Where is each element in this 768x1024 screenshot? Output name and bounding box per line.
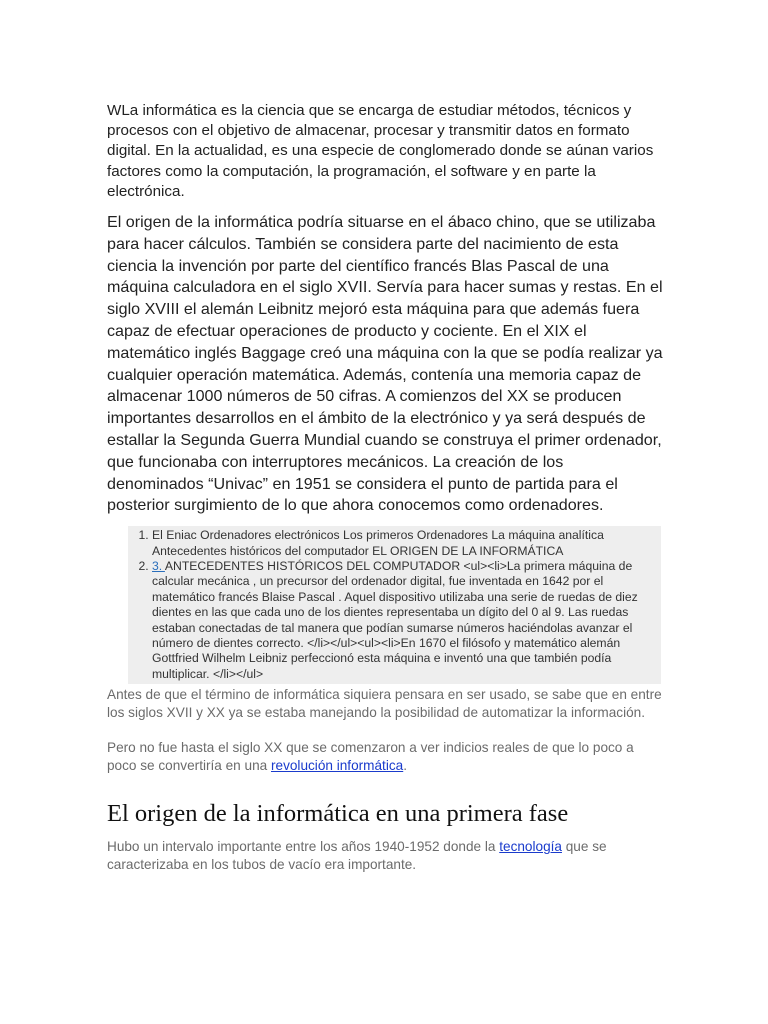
- list-item-link[interactable]: 3.: [152, 558, 165, 573]
- tecnologia-link[interactable]: tecnología: [499, 839, 562, 855]
- list-item: [152, 528, 659, 559]
- list-item-text: El Eniac Ordenadores electrónicos Los primeros Ordenadores La máquina analítica Antecedentes históricos del computador EL ORIGEN DE LA INFORMÁTICA: [152, 528, 604, 558]
- numbered-list: [128, 528, 661, 682]
- hubo-text: Hubo un intervalo importante entre los años 1940-1952 donde la: [107, 839, 500, 855]
- list-item: [152, 559, 659, 682]
- intro-paragraph: WLa informática es la ciencia que se encarga de estudiar métodos, técnicos y procesos con el objetivo de almacenar, procesar y transmitir datos en formato digital. En la actualidad, es una especie de conglomerado donde se aúnan varios factores como la computación, la programación, el software y en parte la electrónica.: [107, 102, 654, 200]
- pero-text: Pero no fue hasta el siglo XX que se comenzaron a ver indicios reales de que lo poco a poco se convertiría en una: [107, 739, 634, 773]
- pero-paragraph: [107, 739, 663, 775]
- hubo-end: que se caracterizaba en los tubos de vacío era importante.: [107, 839, 607, 873]
- hubo-paragraph: [107, 838, 663, 874]
- list-item-text: ANTECEDENTES HISTÓRICOS DEL COMPUTADOR <ul><li>La primera máquina de calcular mecánica , un precursor del ordenador digital, fue inventada en 1642 por el matemático francés Blaise Pascal . Aquel dispositivo utilizaba una serie de ruedas de diez dientes en las que cada uno de los dientes representaba un dígito del 0 al 9. Las ruedas estaban conectadas de tal manera que podían sumarse números haciéndolas avanzar el número de dientes correcto. </li></ul><ul><li>En 1670 el filósofo y matemático alemán Gottfried Wilhelm Leibniz perfeccionó esta máquina e inventó una que también podía multiplicar. </li></ul>: [152, 558, 638, 681]
- quoted-list-block: [128, 526, 661, 684]
- antes-paragraph: Antes de que el término de informática siquiera pensara en ser usado, se sabe que en entre los siglos XVII y XX ya se estaba manejando la posibilidad de automatizar la información.: [107, 687, 662, 721]
- section-heading: El origen de la informática en una primera fase: [107, 800, 569, 828]
- pero-end: .: [403, 757, 407, 773]
- origin-paragraph: El origen de la informática podría situarse en el ábaco chino, que se utilizaba para hacer cálculos. También se considera parte del nacimiento de esta ciencia la invención por parte del científico francés Blas Pascal de una máquina calculadora en el siglo XVII. Servía para hacer sumas y restas. En el siglo XVIII el alemán Leibnitz mejoró esta máquina para que además fuera capaz de efectuar operaciones de producto y cociente. En el XIX el matemático inglés Baggage creó una máquina con la que se podía realizar ya cualquier operación matemática. Además, contenía una memoria capaz de almacenar 1000 números de 50 cifras. A comienzos del XX se producen importantes desarrollos en el ámbito de la electrónico y ya será después de estallar la Segunda Guerra Mundial cuando se construya el primer ordenador, que funcionaba con interruptores mecánicos. La creación de los denominados “Univac” en 1951 se considera el punto de partida para el posterior surgimiento de lo que ahora conocemos como ordenadores.: [107, 213, 663, 515]
- document-content: [107, 101, 663, 874]
- revolucion-informatica-link[interactable]: revolución informática: [270, 757, 404, 773]
